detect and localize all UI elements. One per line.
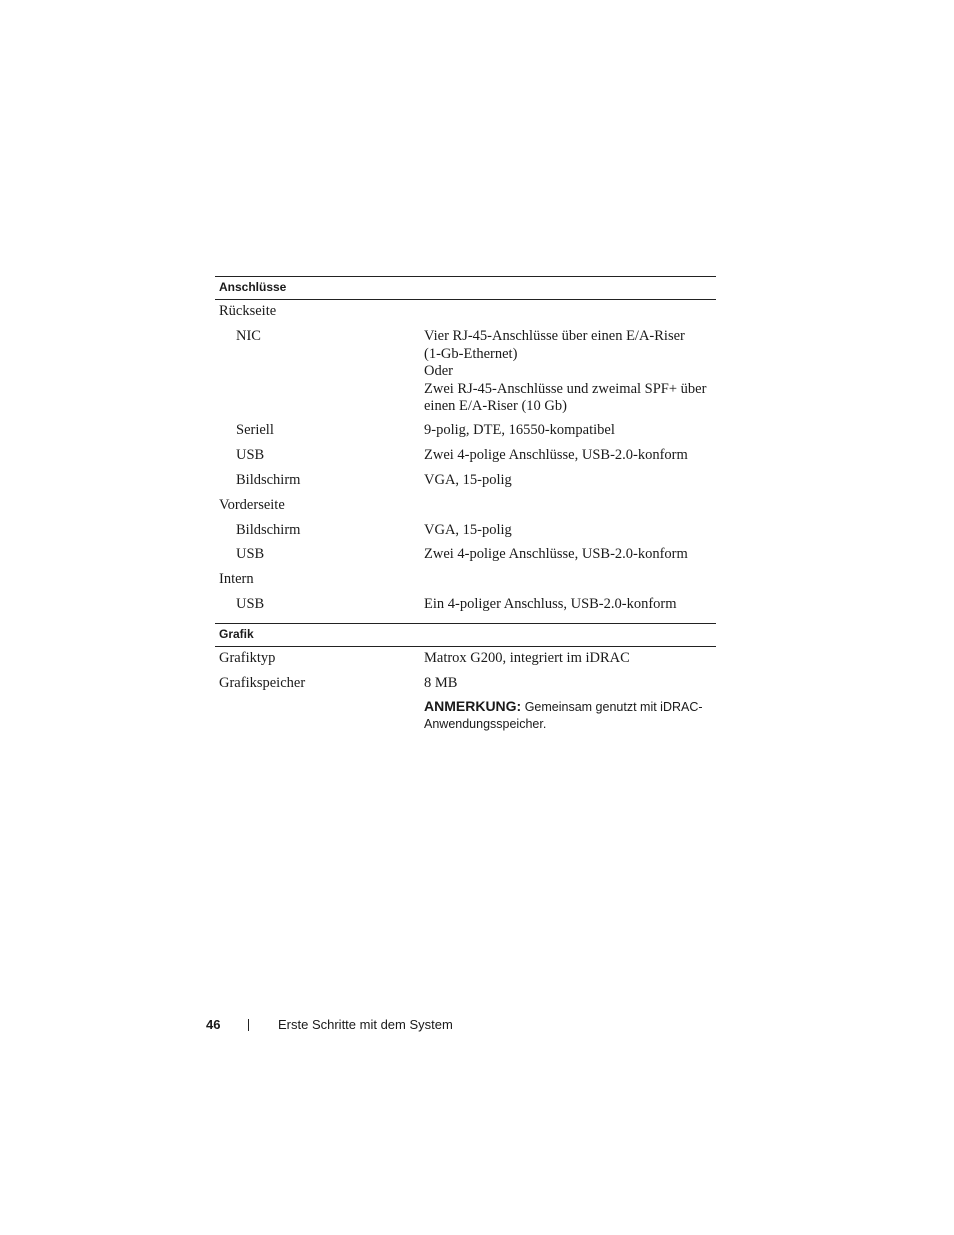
label-intern: Intern <box>219 571 254 587</box>
note-block <box>424 698 716 733</box>
page-number: 46 <box>206 1017 221 1032</box>
row-nic <box>215 328 716 422</box>
row-seriell <box>215 422 716 447</box>
row-usb-intern <box>215 596 716 623</box>
row-vorderseite <box>215 497 716 522</box>
value-nic-line: einen E/A-Riser (10 Gb) <box>424 398 567 414</box>
note-label: ANMERKUNG: <box>424 698 522 714</box>
value-nic <box>424 328 716 416</box>
label-rueckseite: Rückseite <box>219 303 277 319</box>
row-grafikspeicher <box>215 675 716 698</box>
label-bildschirm: Bildschirm <box>236 522 301 538</box>
row-intern <box>215 571 716 596</box>
label-usb: USB <box>236 596 265 612</box>
value-nic-line: Vier RJ-45-Anschlüsse über einen E/A-Riser <box>424 328 685 344</box>
specs-table <box>215 276 716 738</box>
footer-separator <box>248 1019 249 1031</box>
value-usb: Ein 4-poliger Anschluss, USB-2.0-konform <box>424 596 677 612</box>
value-nic-line: Zwei RJ-45-Anschlüsse und zweimal SPF+ über <box>424 380 707 397</box>
row-usb-back <box>215 447 716 472</box>
label-usb: USB <box>236 447 265 463</box>
label-grafikspeicher: Grafikspeicher <box>219 675 306 691</box>
value-grafikspeicher: 8 MB <box>424 675 458 691</box>
value-seriell: 9-polig, DTE, 16550-kompatibel <box>424 422 615 438</box>
row-note <box>215 698 716 738</box>
value-usb: Zwei 4-polige Anschlüsse, USB-2.0-konform <box>424 546 688 562</box>
page-footer <box>0 1015 954 1035</box>
footer-title: Erste Schritte mit dem System <box>278 1017 453 1032</box>
value-bildschirm: VGA, 15-polig <box>424 472 512 488</box>
value-nic-line: (1-Gb-Ethernet) <box>424 345 518 362</box>
section-header-anschluesse: Anschlüsse <box>215 276 716 300</box>
label-vorderseite: Vorderseite <box>219 497 285 513</box>
value-bildschirm: VGA, 15-polig <box>424 522 512 538</box>
value-usb: Zwei 4-polige Anschlüsse, USB-2.0-konform <box>424 447 688 463</box>
value-grafiktyp: Matrox G200, integriert im iDRAC <box>424 650 630 666</box>
row-grafiktyp <box>215 650 716 675</box>
label-grafiktyp: Grafiktyp <box>219 650 276 666</box>
value-nic-line: Oder <box>424 363 453 379</box>
row-bildschirm-back <box>215 472 716 497</box>
row-usb-front <box>215 546 716 571</box>
label-usb: USB <box>236 546 265 562</box>
note-text-line2: Anwendungsspeicher. <box>424 717 547 731</box>
note-text-line1: Gemeinsam genutzt mit iDRAC- <box>524 700 703 714</box>
row-rueckseite <box>215 303 716 328</box>
row-bildschirm-front <box>215 522 716 546</box>
label-seriell: Seriell <box>236 422 274 438</box>
section-header-grafik: Grafik <box>215 623 716 647</box>
label-bildschirm: Bildschirm <box>236 472 301 488</box>
label-nic: NIC <box>236 328 261 344</box>
